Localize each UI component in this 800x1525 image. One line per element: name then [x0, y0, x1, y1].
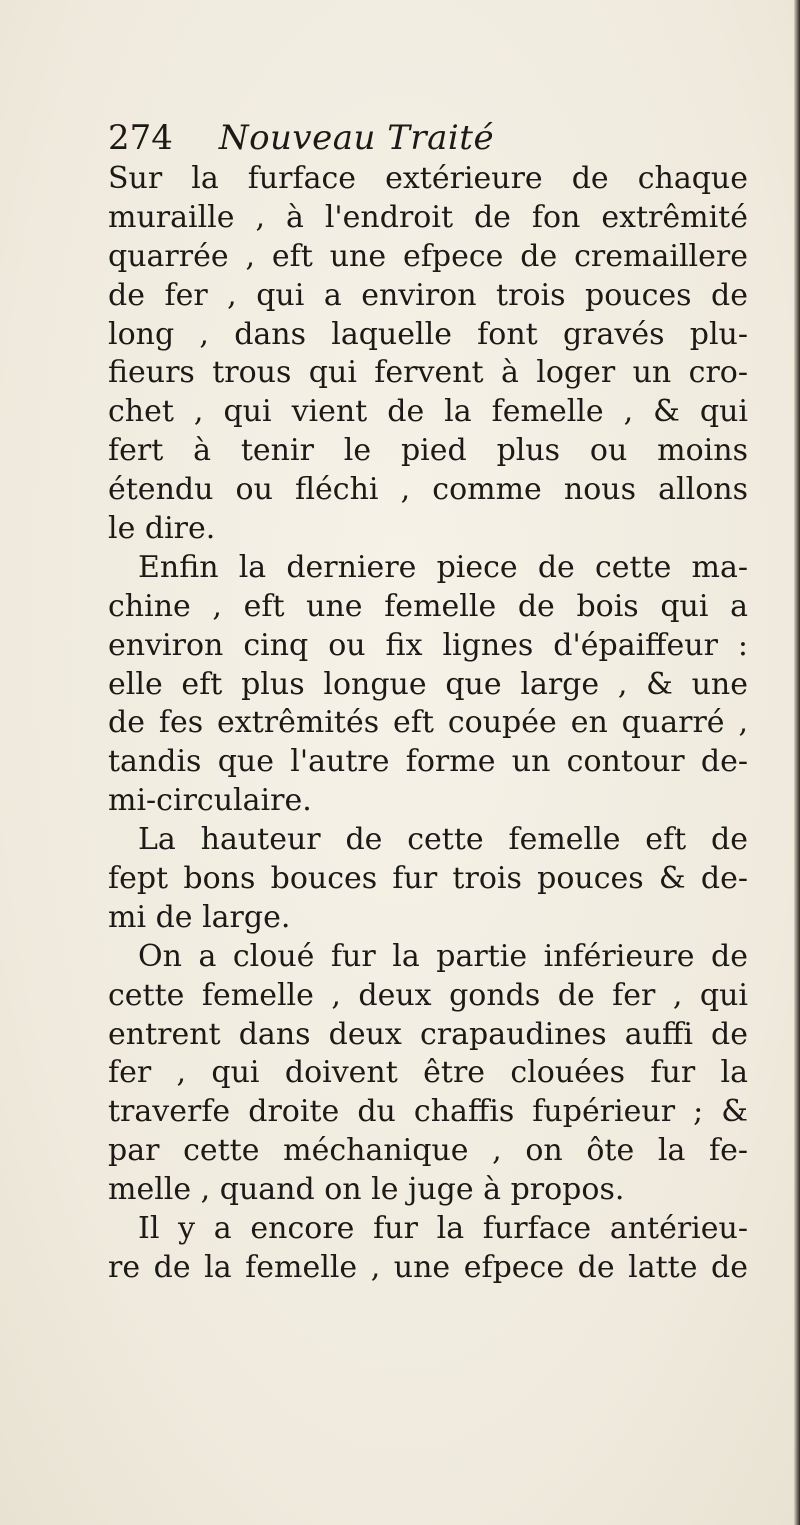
text-line: quarrée , eft une efpece de cremaillere	[108, 238, 748, 274]
paragraph-start-line: Enfin la derniere piece de cette ma-	[138, 549, 748, 585]
text-line: environ cinq ou fix lignes d'épaiffeur :	[108, 627, 748, 663]
text-line: tandis que l'autre forme un contour de-	[108, 744, 748, 780]
text-line: elle eft plus longue que large , & une	[108, 666, 748, 702]
text-line: fer , qui doivent être clouées fur la	[108, 1055, 748, 1091]
text-line: fert à tenir le pied plus ou moins	[108, 433, 748, 469]
page-number: 274	[108, 118, 173, 158]
text-line: fieurs trous qui fervent à loger un cro-	[108, 355, 748, 391]
text-line: traverfe droite du chaffis fupérieur ; &	[108, 1094, 748, 1130]
running-title: Nouveau Traité	[218, 118, 495, 158]
text-line: chine , eft une femelle de bois qui a	[108, 588, 748, 624]
text-line: de fer , qui a environ trois pouces de	[108, 277, 748, 313]
text-line: long , dans laquelle font gravés plu-	[108, 316, 748, 352]
page-header	[108, 118, 494, 158]
body-text	[108, 160, 748, 1288]
text-line: re de la femelle , une efpece de latte de	[108, 1249, 748, 1285]
text-line: étendu ou fléchi , comme nous allons	[108, 472, 748, 508]
text-line: entrent dans deux crapaudines auffi de	[108, 1016, 748, 1052]
paragraph-start-line: On a cloué fur la partie inférieure de	[138, 938, 748, 974]
paragraph-start-line: La hauteur de cette femelle eft de	[138, 822, 748, 858]
text-line: fept bons bouces fur trois pouces & de-	[108, 861, 748, 897]
text-line: Sur la furface extérieure de chaque	[108, 161, 748, 196]
text-line: muraille , à l'endroit de fon extrêmité	[108, 199, 748, 235]
paragraph-start-line: Il y a encore fur la furface antérieu-	[138, 1211, 748, 1247]
text-line: par cette méchanique , on ôte la fe-	[108, 1133, 748, 1169]
text-line: cette femelle , deux gonds de fer , qui	[108, 977, 748, 1013]
page-edge	[794, 0, 800, 1525]
text-line: mi-circulaire.	[108, 783, 312, 819]
text-line: de fes extrêmités eft coupée en quarré ,	[108, 705, 748, 741]
text-line: chet , qui vient de la femelle , & qui	[108, 394, 748, 430]
text-line: melle , quand on le juge à propos.	[108, 1172, 625, 1208]
text-line: mi de large.	[108, 899, 291, 935]
text-line: le dire.	[108, 511, 216, 547]
